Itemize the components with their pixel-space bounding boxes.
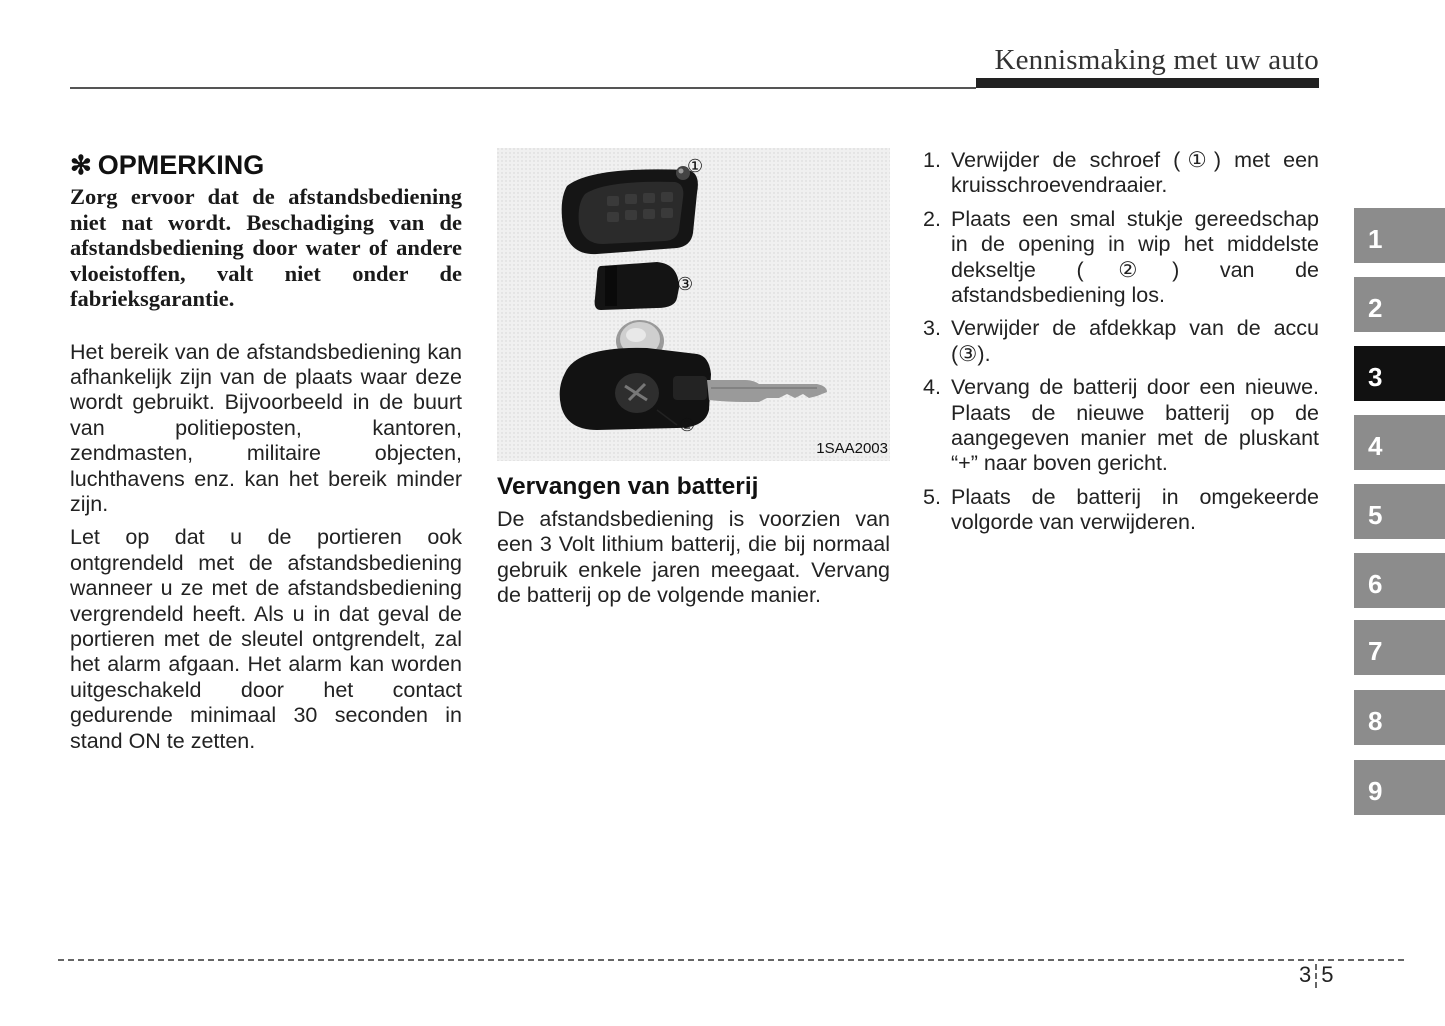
note-heading <box>70 148 462 182</box>
note-heading-label: OPMERKING <box>97 150 265 180</box>
asterisk-icon: ✻ <box>70 150 92 180</box>
list-item: 2. Plaats een smal stukje gereedschap in de opening in wip het middelste dekseltje (②) van de afstandsbediening los. <box>923 206 1319 308</box>
note-text: Zorg ervoor dat de afstandsbediening niet nat wordt. Beschadiging van de afstandsbediening door water of andere vloeistoffen, valt niet onder de fabrieksgarantie. <box>70 184 462 311</box>
left-column <box>70 148 462 754</box>
chapter-tab-7[interactable]: 7 <box>1354 620 1445 675</box>
chapter-tab-1[interactable]: 1 <box>1354 208 1445 263</box>
chapter-tab-5[interactable]: 5 <box>1354 484 1445 539</box>
page-header-title: Kennismaking met uw auto <box>994 44 1319 76</box>
figure-code: 1SAA2003 <box>816 440 888 457</box>
right-column <box>923 148 1319 544</box>
page-number <box>1299 962 1334 988</box>
section-heading-battery: Vervangen van batterij <box>497 473 759 500</box>
footer-divider <box>58 959 1404 961</box>
list-item: 1. Verwijder de schroef (①) met een kruisschroevendraaier. <box>923 148 1319 198</box>
chapter-tab-3[interactable]: 3 <box>1354 346 1445 401</box>
chapter-tab-9[interactable]: 9 <box>1354 760 1445 815</box>
page-index: 5 <box>1321 962 1334 987</box>
list-item: 5. Plaats de batterij in omgekeerde volgorde van verwijderen. <box>923 484 1319 535</box>
paragraph-range: Het bereik van de afstandsbediening kan afhankelijk zijn van de plaats waar deze wordt gebruikt. Bijvoorbeeld in de buurt van politieposten, kantoren, zendmasten, militaire objecten, luchthavens enz. kan het bereik minder zijn. <box>70 339 462 516</box>
chapter-tab-6[interactable]: 6 <box>1354 553 1445 608</box>
battery-steps-list <box>923 148 1319 536</box>
battery-cover <box>595 262 679 310</box>
list-item: 3. Verwijder de afdekkap van de accu (③). <box>923 316 1319 366</box>
chapter-tab-2[interactable]: 2 <box>1354 277 1445 332</box>
paragraph-battery-intro: De afstandsbediening is voorzien van een 3 Volt lithium batterij, die bij normaal gebruik enkele jaren meegaat. Vervang de batterij op de volgende manier. <box>497 507 890 608</box>
chapter-tab-8[interactable]: 8 <box>1354 690 1445 745</box>
middle-column <box>497 148 890 609</box>
callout-1: ① <box>687 156 704 176</box>
page-chapter: 3 <box>1299 962 1312 987</box>
header-divider-bold <box>976 78 1319 88</box>
list-item: 4. Vervang de batterij door een nieuwe. Plaats de nieuwe batterij op de aangegeven manier met de pluskant “+” naar boven gericht. <box>923 375 1319 476</box>
paragraph-unlock: Let op dat u de portieren ook ontgrendeld met de afstandsbediening wanneer u ze met de afstandsbediening vergrendeld heeft. Als u in dat geval de portieren met de sleutel ontgrendelt, zal het alarm afgaan. Het alarm kan worden uitgeschakeld door het contact gedurende minimaal 30 seconden in stand ON te zetten. <box>70 525 462 753</box>
header-divider <box>70 87 976 89</box>
remote-key-figure <box>497 148 890 461</box>
callout-2: ② <box>679 415 696 435</box>
callout-3: ③ <box>677 274 694 294</box>
remote-key-illustration <box>497 148 890 461</box>
chapter-tab-4[interactable]: 4 <box>1354 415 1445 470</box>
remote-housing-top <box>562 166 698 254</box>
